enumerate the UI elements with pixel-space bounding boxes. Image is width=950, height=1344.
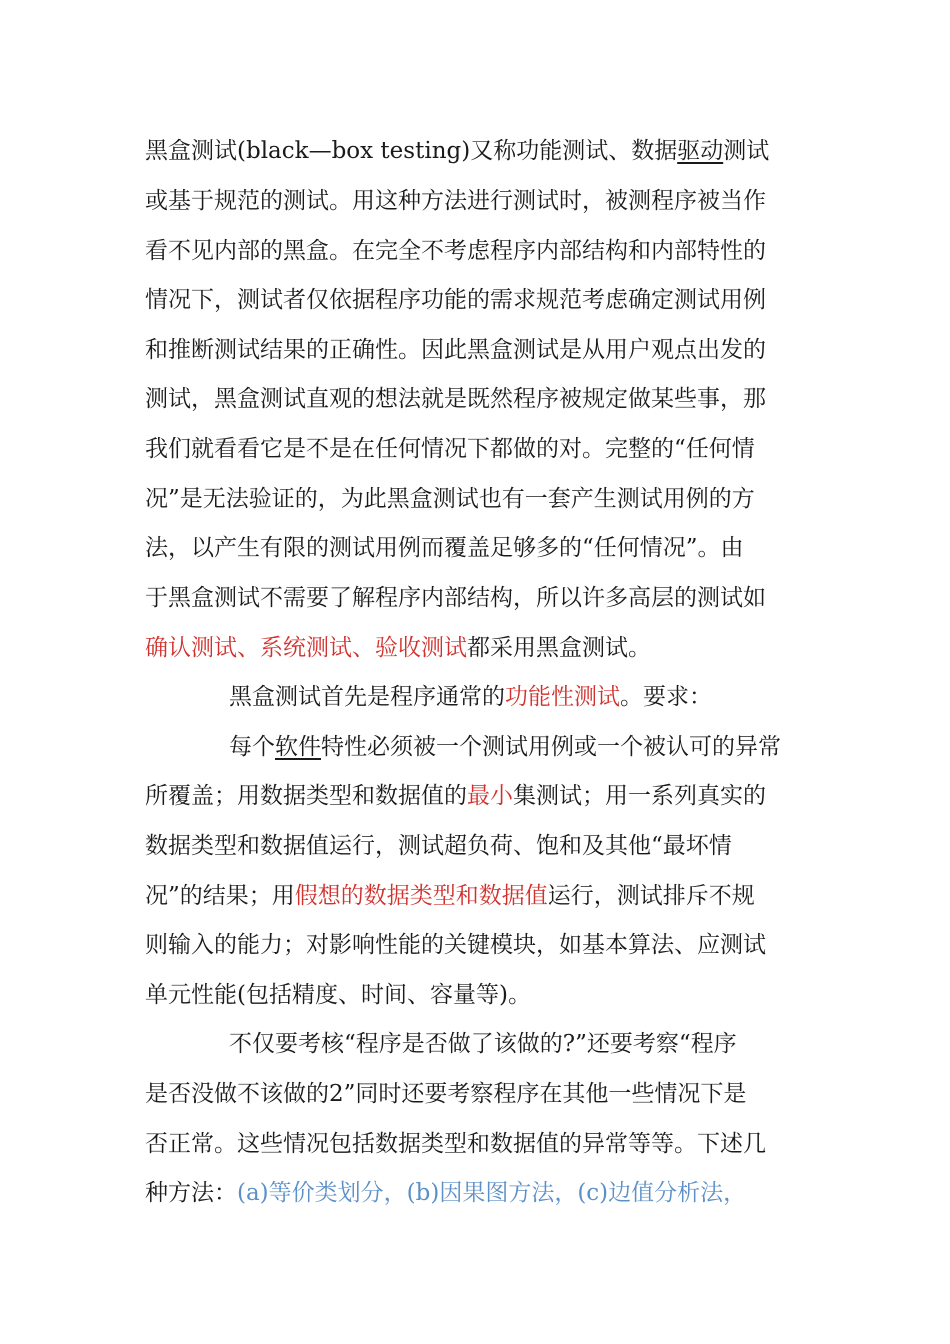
highlight-red: 假想的数据类型和数据值 — [294, 883, 548, 909]
text-line-11: 确认测试、系统测试、验收测试都采用黑盒测试。 — [145, 635, 651, 661]
text-line-9: 法，以产生有限的测试用例而覆盖足够多的“任何情况”。由 — [145, 535, 744, 561]
text-line-14: 所覆盖；用数据类型和数据值的最小集测试；用一系列真实的 — [145, 783, 766, 809]
text-line-20: 是否没做不该做的2”同时还要考察程序在其他一些情况下是 — [145, 1081, 747, 1107]
text-line-6: 测试，黑盒测试直观的想法就是既然程序被规定做某些事，那 — [145, 386, 766, 412]
highlight-red: 功能性测试 — [505, 684, 620, 710]
text-line-7: 我们就看看它是不是在任何情况下都做的对。完整的“任何情 — [145, 436, 755, 462]
text-line-3: 看不见内部的黑盒。在完全不考虑程序内部结构和内部特性的 — [145, 238, 766, 264]
text-line-18: 单元性能(包括精度、时间、容量等)。 — [145, 982, 531, 1008]
text-line-5: 和推断测试结果的正确性。因此黑盒测试是从用户观点出发的 — [145, 337, 766, 363]
text-line-22: 种方法：(a)等价类划分，(b)因果图方法，(c)边值分析法， — [145, 1180, 747, 1206]
text-line-10: 于黑盒测试不需要了解程序内部结构，所以许多高层的测试如 — [145, 585, 766, 611]
text-line-8: 况”是无法验证的，为此黑盒测试也有一套产生测试用例的方 — [145, 486, 755, 512]
highlight-red: 确认测试、系统测试、验收测试 — [145, 635, 467, 661]
link-qudong[interactable]: 驱动 — [677, 138, 724, 164]
text-line-12: 黑盒测试首先是程序通常的功能性测试。要求： — [229, 684, 712, 710]
text-line-1: 黑盒测试(black—box testing)又称功能测试、数据驱动测试 — [145, 138, 770, 164]
text-line-13: 每个软件特性必须被一个测试用例或一个被认可的异常 — [229, 734, 781, 760]
text-line-4: 情况下，测试者仅依据程序功能的需求规范考虑确定测试用例 — [145, 287, 766, 313]
highlight-red: 最小 — [467, 783, 513, 809]
link-ruanjian[interactable]: 软件 — [275, 734, 321, 760]
text-line-17: 则输入的能力；对影响性能的关键模块，如基本算法、应测试 — [145, 932, 766, 958]
text-line-21: 否正常。这些情况包括数据类型和数据值的异常等等。下述几 — [145, 1131, 766, 1157]
text-line-2: 或基于规范的测试。用这种方法进行测试时，被测程序被当作 — [145, 188, 766, 214]
highlight-blue: (a)等价类划分，(b)因果图方法，(c)边值分析法， — [237, 1180, 747, 1206]
text-line-19: 不仅要考核“程序是否做了该做的?”还要考察“程序 — [229, 1031, 737, 1057]
text-line-15: 数据类型和数据值运行，测试超负荷、饱和及其他“最坏情 — [145, 833, 732, 859]
text-line-16: 况”的结果；用假想的数据类型和数据值运行，测试排斥不规 — [145, 883, 755, 909]
